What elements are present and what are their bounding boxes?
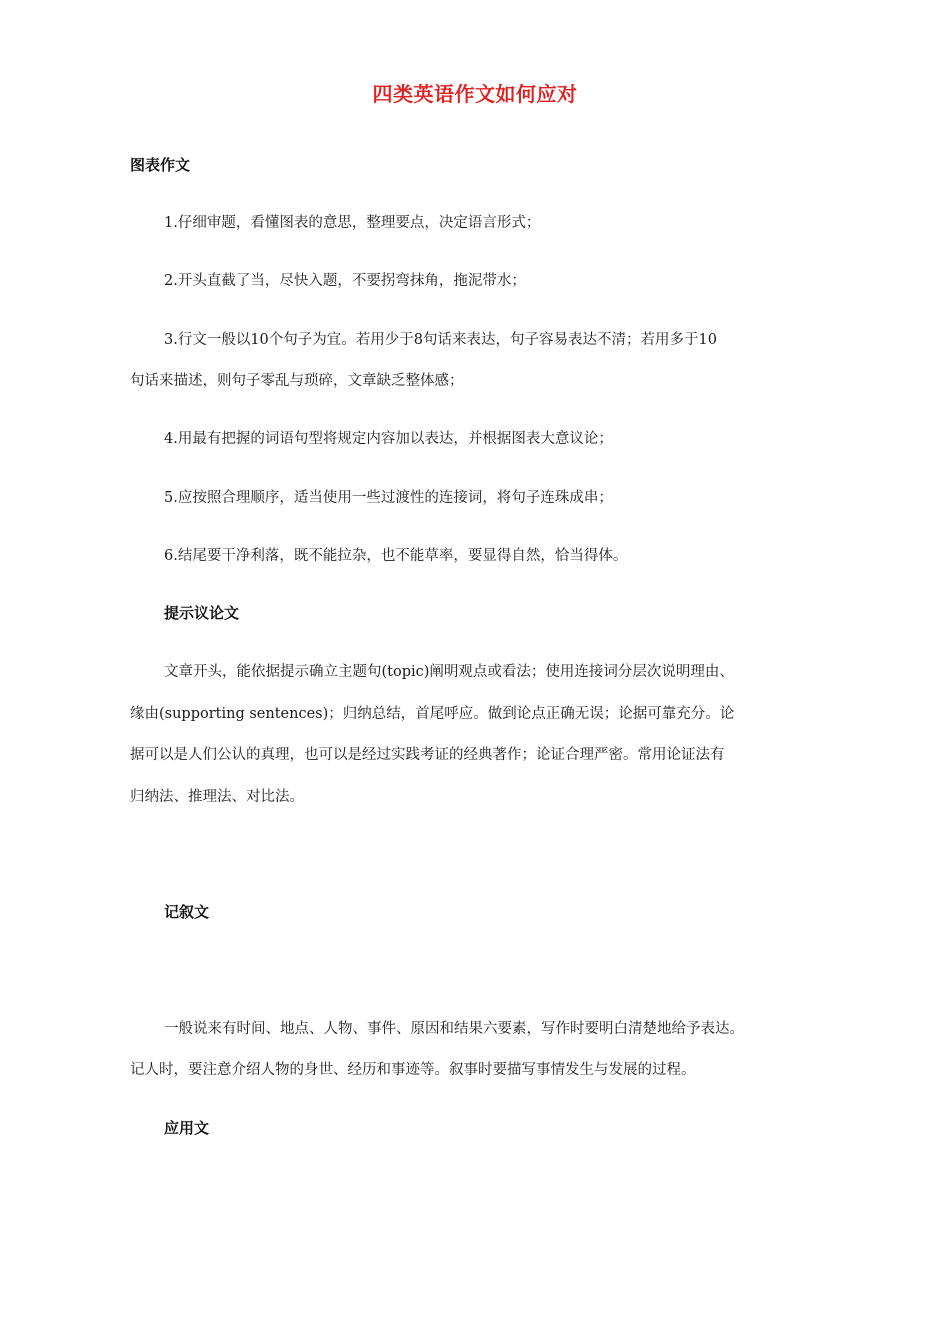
- section-heading-chart-essay: 图表作文: [130, 156, 191, 174]
- chart-essay-item-2: 2.开头直截了当，尽快入题，不要拐弯抹角，拖泥带水；: [164, 273, 526, 289]
- section-heading-practical-writing: 应用文: [164, 1119, 210, 1137]
- argumentative-line-2: 缘由(supporting sentences)；归纳总结，首尾呼应。做到论点正确无误；论据可靠充分。论: [130, 706, 735, 722]
- section-heading-narrative: 记叙文: [164, 903, 210, 921]
- chart-essay-item-5: 5.应按照合理顺序，适当使用一些过渡性的连接词，将句子连珠成串；: [164, 490, 613, 506]
- chart-essay-item-3-continued: 句话来描述，则句子零乱与琐碎，文章缺乏整体感；: [130, 373, 464, 389]
- chart-essay-item-6: 6.结尾要干净利落，既不能拉杂，也不能草率，要显得自然，恰当得体。: [164, 548, 628, 564]
- section-heading-argumentative: 提示议论文: [164, 604, 240, 622]
- narrative-line-2: 记人时，要注意介绍人物的身世、经历和事迹等。叙事时要描写事情发生与发展的过程。: [130, 1062, 696, 1078]
- chart-essay-item-3: 3.行文一般以10个句子为宜。若用少于8句话来表达，句子容易表达不清；若用多于10: [164, 332, 717, 348]
- argumentative-line-4: 归纳法、推理法、对比法。: [130, 789, 304, 805]
- document-title: 四类英语作文如何应对: [372, 82, 578, 106]
- chart-essay-item-4: 4.用最有把握的词语句型将规定内容加以表达，并根据图表大意议论；: [164, 431, 613, 447]
- argumentative-line-3: 据可以是人们公认的真理，也可以是经过实践考证的经典著作；论证合理严密。常用论证法有: [130, 747, 725, 763]
- chart-essay-item-1: 1.仔细审题，看懂图表的意思，整理要点，决定语言形式；: [164, 215, 541, 231]
- narrative-line-1: 一般说来有时间、地点、人物、事件、原因和结果六要素，写作时要明白清楚地给予表达。: [164, 1021, 744, 1037]
- argumentative-line-1: 文章开头，能依据提示确立主题句(topic)阐明观点或看法；使用连接词分层次说明理由、: [164, 664, 734, 680]
